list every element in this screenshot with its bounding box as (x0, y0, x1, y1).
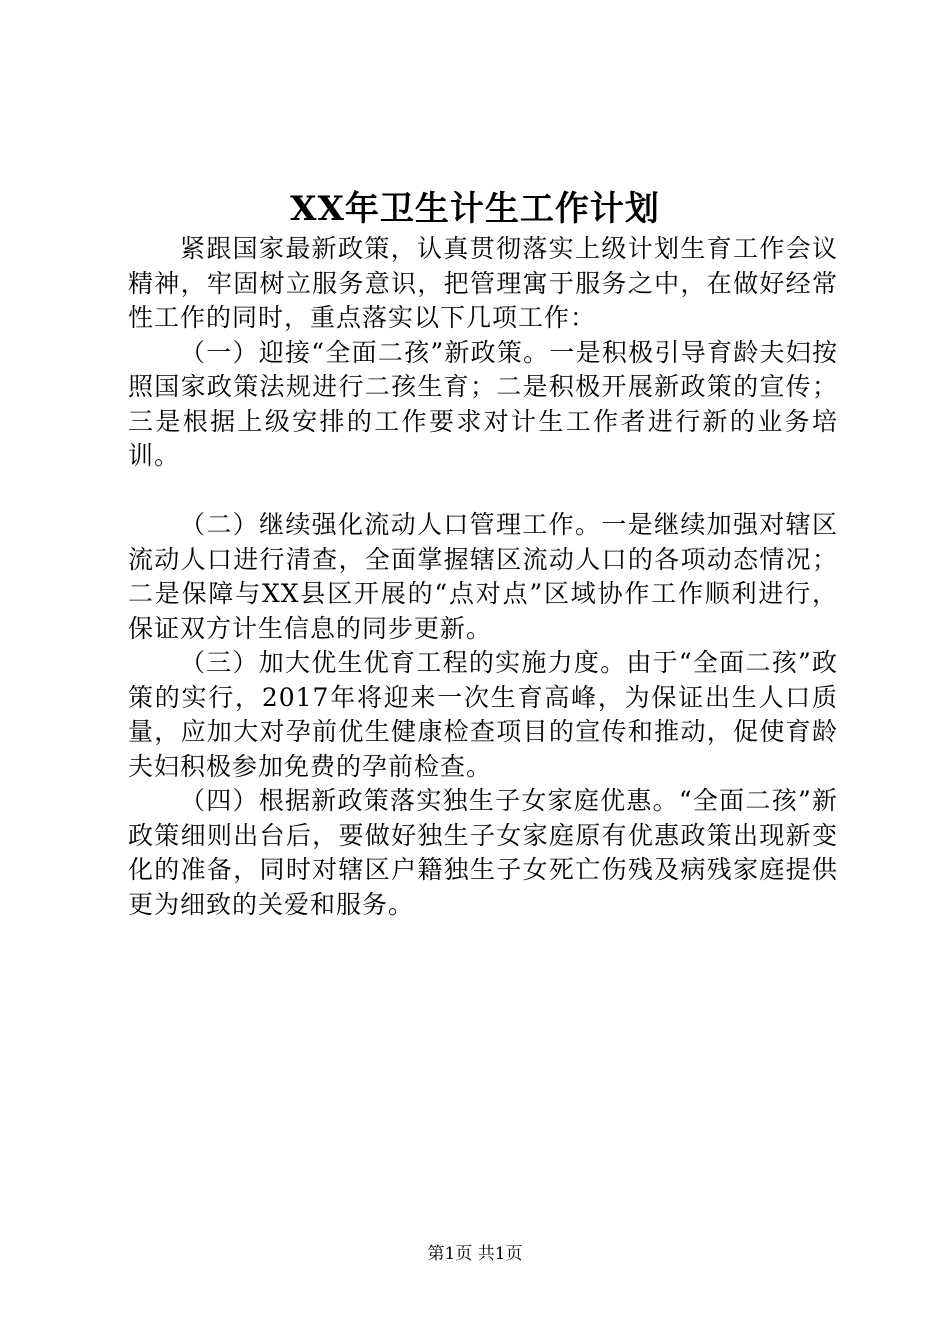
section-3-paragraph: （三）加大优生优育工程的实施力度。由于“全面二孩”政策的实行，2017年将迎来一次生育高峰，为保证出生人口质量，应加大对孕前优生健康检查项目的宣传和推动，促使育龄夫妇积极参加免费的孕前检查。 (128, 648, 838, 781)
intro-paragraph: 紧跟国家最新政策，认真贯彻落实上级计划生育工作会议精神，牢固树立服务意识，把管理寓于服务之中，在做好经常性工作的同时，重点落实以下几项工作： (128, 234, 838, 332)
section-4-paragraph: （四）根据新政策落实独生子女家庭优惠。“全面二孩”新政策细则出台后，要做好独生子女家庭原有优惠政策出现新变化的准备，同时对辖区户籍独生子女死亡伤残及病残家庭提供更为细致的关爱和服务。 (128, 786, 838, 919)
section-2-paragraph: （二）继续强化流动人口管理工作。一是继续加强对辖区流动人口进行清查，全面掌握辖区流动人口的各项动态情况；二是保障与XX县区开展的“点对点”区域协作工作顺利进行，保证双方计生信息的同步更新。 (128, 510, 838, 643)
page-footer: 第1页 共1页 (427, 1244, 523, 1264)
page-title: XX年卫生计生工作计划 (290, 189, 660, 229)
document-body (128, 232, 838, 922)
section-1-paragraph: （一）迎接“全面二孩”新政策。一是积极引导育龄夫妇按照国家政策法规进行二孩生育；二是积极开展新政策的宣传；三是根据上级安排的工作要求对计生工作者进行新的业务培训。 (128, 337, 838, 470)
